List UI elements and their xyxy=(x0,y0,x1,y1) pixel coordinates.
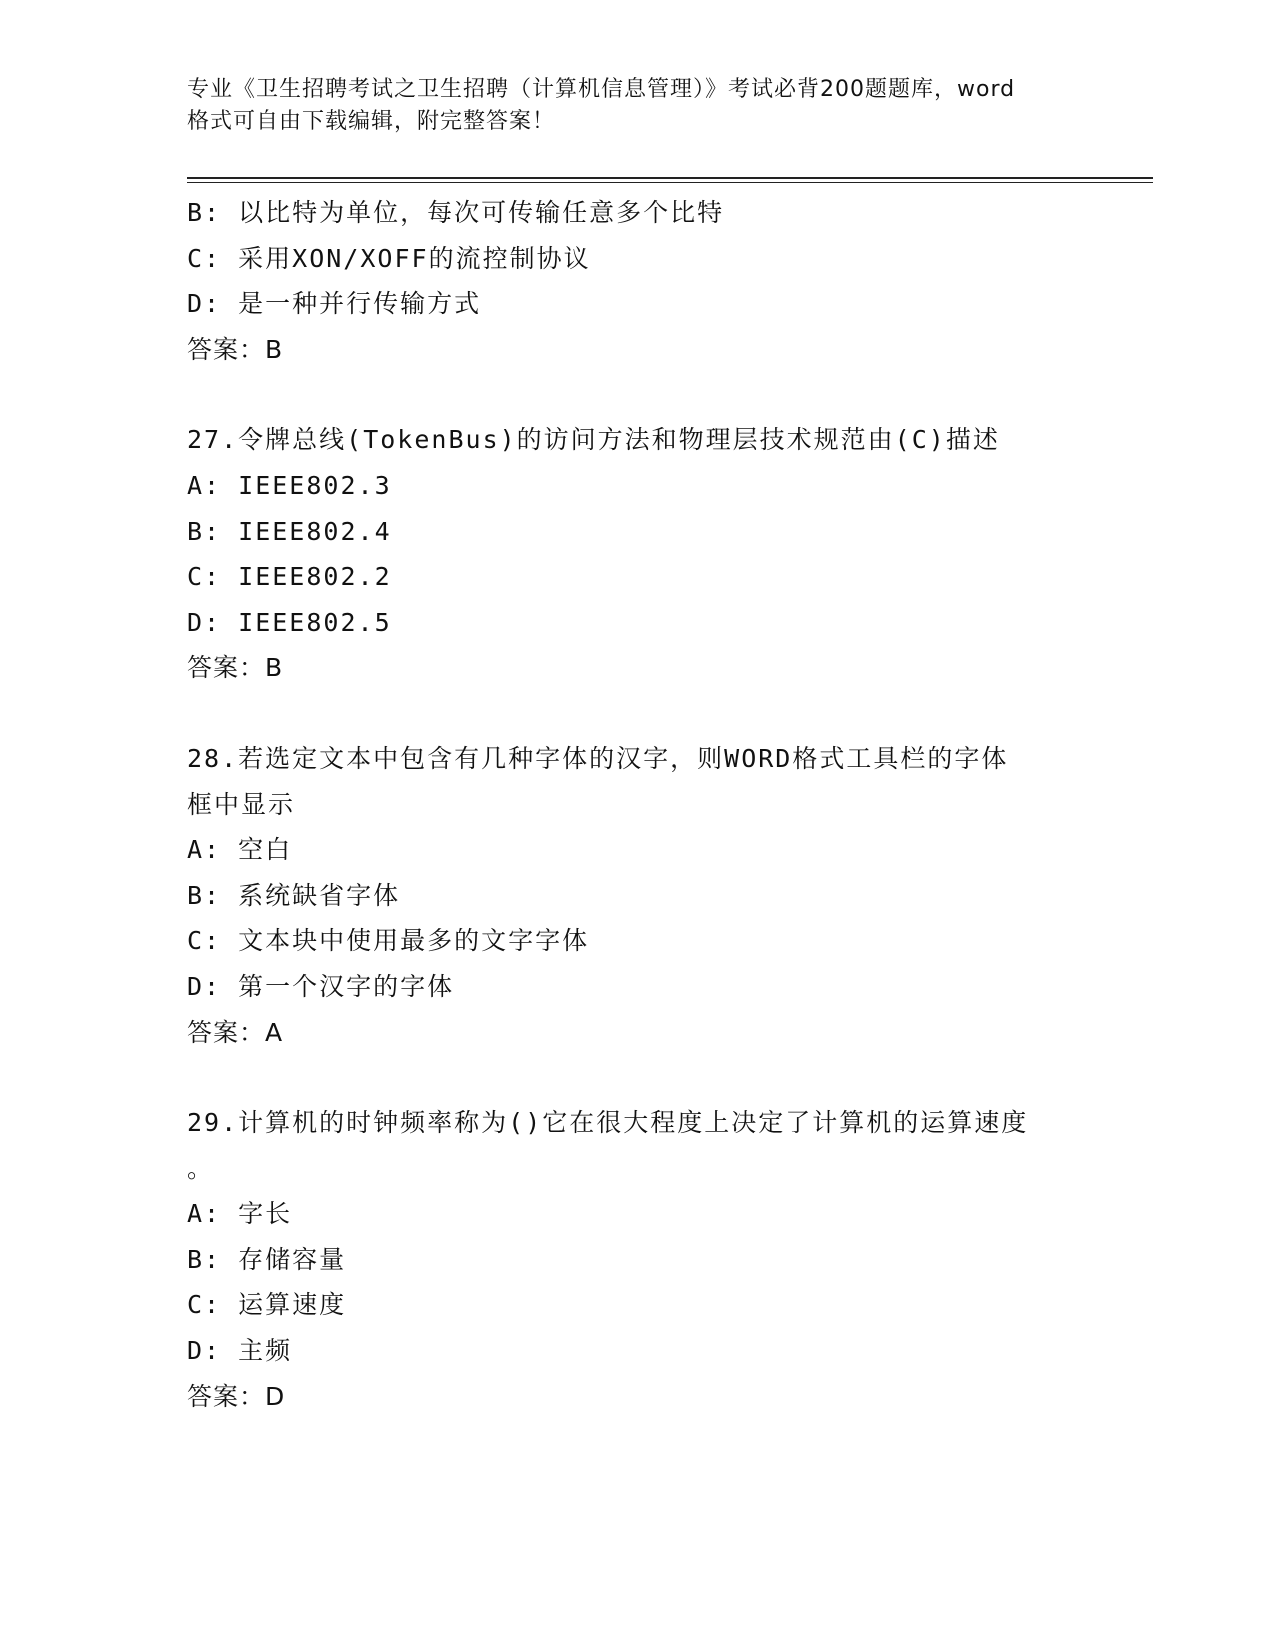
answer: 答案：A xyxy=(187,1017,284,1047)
question-26-partial xyxy=(187,190,1087,372)
question-28 xyxy=(187,736,1087,1055)
question-stem: 27.令牌总线(TokenBus)的访问方法和物理层技术规范由(C)描述 xyxy=(187,425,1000,455)
header-line-1: 专业《卫生招聘考试之卫生招聘（计算机信息管理）》考试必背200题题库，word xyxy=(187,77,1016,102)
answer: 答案：B xyxy=(187,334,284,364)
header-divider-thin xyxy=(187,182,1153,183)
option-b: B: 以比特为单位，每次可传输任意多个比特 xyxy=(187,198,725,227)
question-stem: 29.计算机的时钟频率称为()它在很大程度上决定了计算机的运算速度 xyxy=(187,1108,1029,1138)
question-stem: 28.若选定文本中包含有几种字体的汉字，则WORD格式工具栏的字体 xyxy=(187,743,1009,773)
option-d: D: 第一个汉字的字体 xyxy=(187,971,455,1001)
header-divider-thick xyxy=(187,177,1153,179)
option-c: C: 文本块中使用最多的文字字体 xyxy=(187,926,590,956)
question-stem-continued: 。 xyxy=(187,1153,215,1183)
option-b: B: 系统缺省字体 xyxy=(187,880,401,910)
option-b: B: IEEE802.4 xyxy=(187,516,392,546)
question-27 xyxy=(187,417,1087,691)
option-c: C: 运算速度 xyxy=(187,1290,347,1320)
header-line-2: 格式可自由下载编辑，附完整答案！ xyxy=(187,109,556,134)
option-d: D: IEEE802.5 xyxy=(187,607,392,637)
option-a: A: IEEE802.3 xyxy=(187,470,392,500)
answer: 答案：D xyxy=(187,1381,286,1411)
option-d: D: 是一种并行传输方式 xyxy=(187,289,482,319)
document-header xyxy=(187,74,1087,138)
option-c: C: 采用XON/XOFF的流控制协议 xyxy=(187,243,591,273)
answer: 答案：B xyxy=(187,653,284,683)
question-29 xyxy=(187,1100,1087,1419)
option-a: A: 空白 xyxy=(187,835,293,865)
option-c: C: IEEE802.2 xyxy=(187,562,392,592)
option-b: B: 存储容量 xyxy=(187,1244,347,1274)
spacer xyxy=(187,691,1087,736)
question-stem-continued: 框中显示 xyxy=(187,789,296,819)
spacer xyxy=(187,372,1087,417)
question-list xyxy=(187,190,1087,1419)
option-a: A: 字长 xyxy=(187,1199,293,1229)
spacer xyxy=(187,1055,1087,1100)
option-d: D: 主频 xyxy=(187,1336,293,1366)
